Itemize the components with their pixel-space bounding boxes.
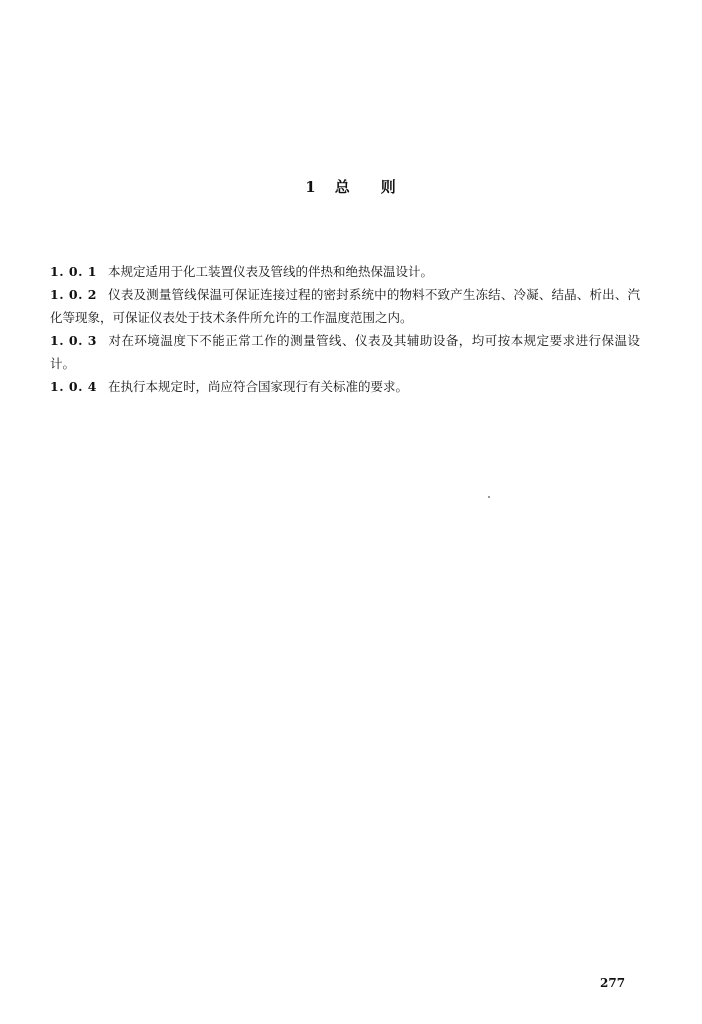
chapter-title-part2: 则 <box>380 178 397 196</box>
chapter-title-part1: 总 <box>334 178 351 196</box>
clause-number: 1. 0. 1 <box>50 264 97 279</box>
clause-1-0-3 <box>50 329 640 375</box>
clause-text: 本规定适用于化工装置仪表及管线的伴热和绝热保温设计。 <box>108 264 434 279</box>
clause-number: 1. 0. 2 <box>50 287 97 302</box>
clause-text: 在执行本规定时，尚应符合国家现行有关标准的要求。 <box>108 379 409 394</box>
scan-speck <box>488 496 490 498</box>
clause-1-0-2 <box>50 283 640 329</box>
clause-text: 仪表及测量管线保温可保证连接过程的密封系统中的物料不致产生冻结、冷凝、结晶、析出、汽化等现象，可保证仪表处于技术条件所允许的工作温度范围之内。 <box>50 287 640 325</box>
chapter-title <box>0 176 702 197</box>
page-number: 277 <box>600 976 626 990</box>
clause-list <box>50 260 640 398</box>
clause-number: 1. 0. 3 <box>50 333 97 348</box>
clause-1-0-1 <box>50 260 640 283</box>
clause-number: 1. 0. 4 <box>50 379 97 394</box>
chapter-number: 1 <box>305 178 317 196</box>
clause-text: 对在环境温度下不能正常工作的测量管线、仪表及其辅助设备，均可按本规定要求进行保温设计。 <box>50 333 640 371</box>
clause-1-0-4 <box>50 375 640 398</box>
